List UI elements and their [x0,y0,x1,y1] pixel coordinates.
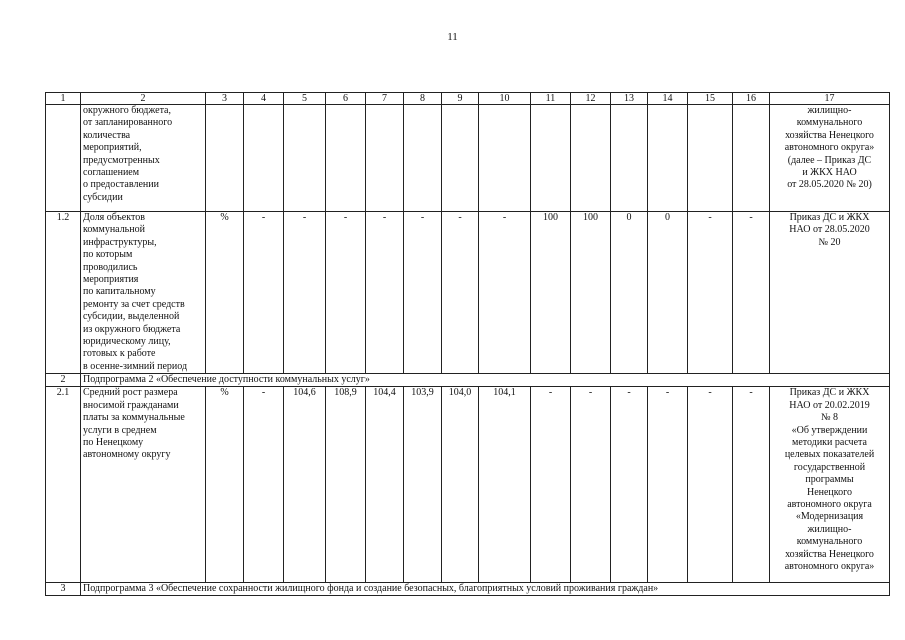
subprogram-title: Подпрограмма 3 «Обеспечение сохранности жилищного фонда и создание безопасных, благоприятных условий проживания граждан» [81,583,890,596]
source-document: Приказ ДС и ЖКХ НАО от 28.05.2020 № 20 [770,212,890,374]
column-header: 16 [733,93,770,105]
value-cell: 103,9 [404,387,442,583]
table-row-1-2 [46,212,890,374]
source-document: Приказ ДС и ЖКХ НАО от 20.02.2019 № 8 «Об утверждении методики расчета целевых показателей государственной программы Ненецкого автономного округа «Модернизация жилищно- коммунального хозяйства Ненецкого автономного округа» [770,387,890,583]
value-cell: - [733,387,770,583]
value-cell: - [688,212,733,374]
column-header: 8 [404,93,442,105]
unit-cell: % [206,387,244,583]
value-cell: 0 [611,212,648,374]
unit-cell: % [206,212,244,374]
column-header: 13 [611,93,648,105]
subprogram-row-2 [46,374,890,387]
value-cell: 104,1 [479,387,531,583]
column-header: 5 [284,93,326,105]
value-cell: - [479,212,531,374]
indicator-name: Средний рост размера вносимой гражданами платы за коммунальные услуги в среднем по Ненецкому автономному округу [81,387,206,583]
value-cell: 108,9 [326,387,366,583]
row-number: 3 [46,583,81,596]
column-header: 1 [46,93,81,105]
indicator-name: окружного бюджета, от запланированного количества мероприятий, предусмотренных соглашением о предоставлении субсидии [81,105,206,212]
column-header: 11 [531,93,571,105]
column-header: 7 [366,93,404,105]
row-number: 2.1 [46,387,81,583]
column-header: 14 [648,93,688,105]
column-header: 3 [206,93,244,105]
column-header: 2 [81,93,206,105]
value-cell: - [733,212,770,374]
value-cell: - [326,212,366,374]
source-document: жилищно- коммунального хозяйства Ненецкого автономного округа» (далее – Приказ ДС и ЖКХ НАО от 28.05.2020 № 20) [770,105,890,212]
table-row-continued [46,105,890,212]
value-cell: - [571,387,611,583]
header-row [46,93,890,105]
value-cell: - [531,387,571,583]
page-number: 11 [447,31,458,43]
value-cell: - [688,387,733,583]
indicator-name: Доля объектов коммунальной инфраструктуры, по которым проводились мероприятия по капитальному ремонту за счет средств субсидии, выделенной из окружного бюджета юридическому лицу, готовых к работе в осенне-зимний период [81,212,206,374]
value-cell: - [366,212,404,374]
value-cell: 104,6 [284,387,326,583]
value-cell: 104,0 [442,387,479,583]
value-cell: - [611,387,648,583]
value-cell: 0 [648,212,688,374]
column-header: 9 [442,93,479,105]
value-cell: - [284,212,326,374]
value-cell: - [442,212,479,374]
value-cell: - [244,212,284,374]
row-number: 2 [46,374,81,387]
subprogram-title: Подпрограмма 2 «Обеспечение доступности коммунальных услуг» [81,374,890,387]
value-cell: 100 [571,212,611,374]
value-cell: - [648,387,688,583]
row-number: 1.2 [46,212,81,374]
value-cell: - [244,387,284,583]
column-header: 17 [770,93,890,105]
column-header: 12 [571,93,611,105]
table-row-2-1 [46,387,890,583]
column-header: 4 [244,93,284,105]
column-header: 6 [326,93,366,105]
column-header: 10 [479,93,531,105]
value-cell: 104,4 [366,387,404,583]
indicators-table [45,92,890,596]
value-cell: 100 [531,212,571,374]
column-header: 15 [688,93,733,105]
value-cell: - [404,212,442,374]
subprogram-row-3 [46,583,890,596]
row-number [46,105,81,212]
